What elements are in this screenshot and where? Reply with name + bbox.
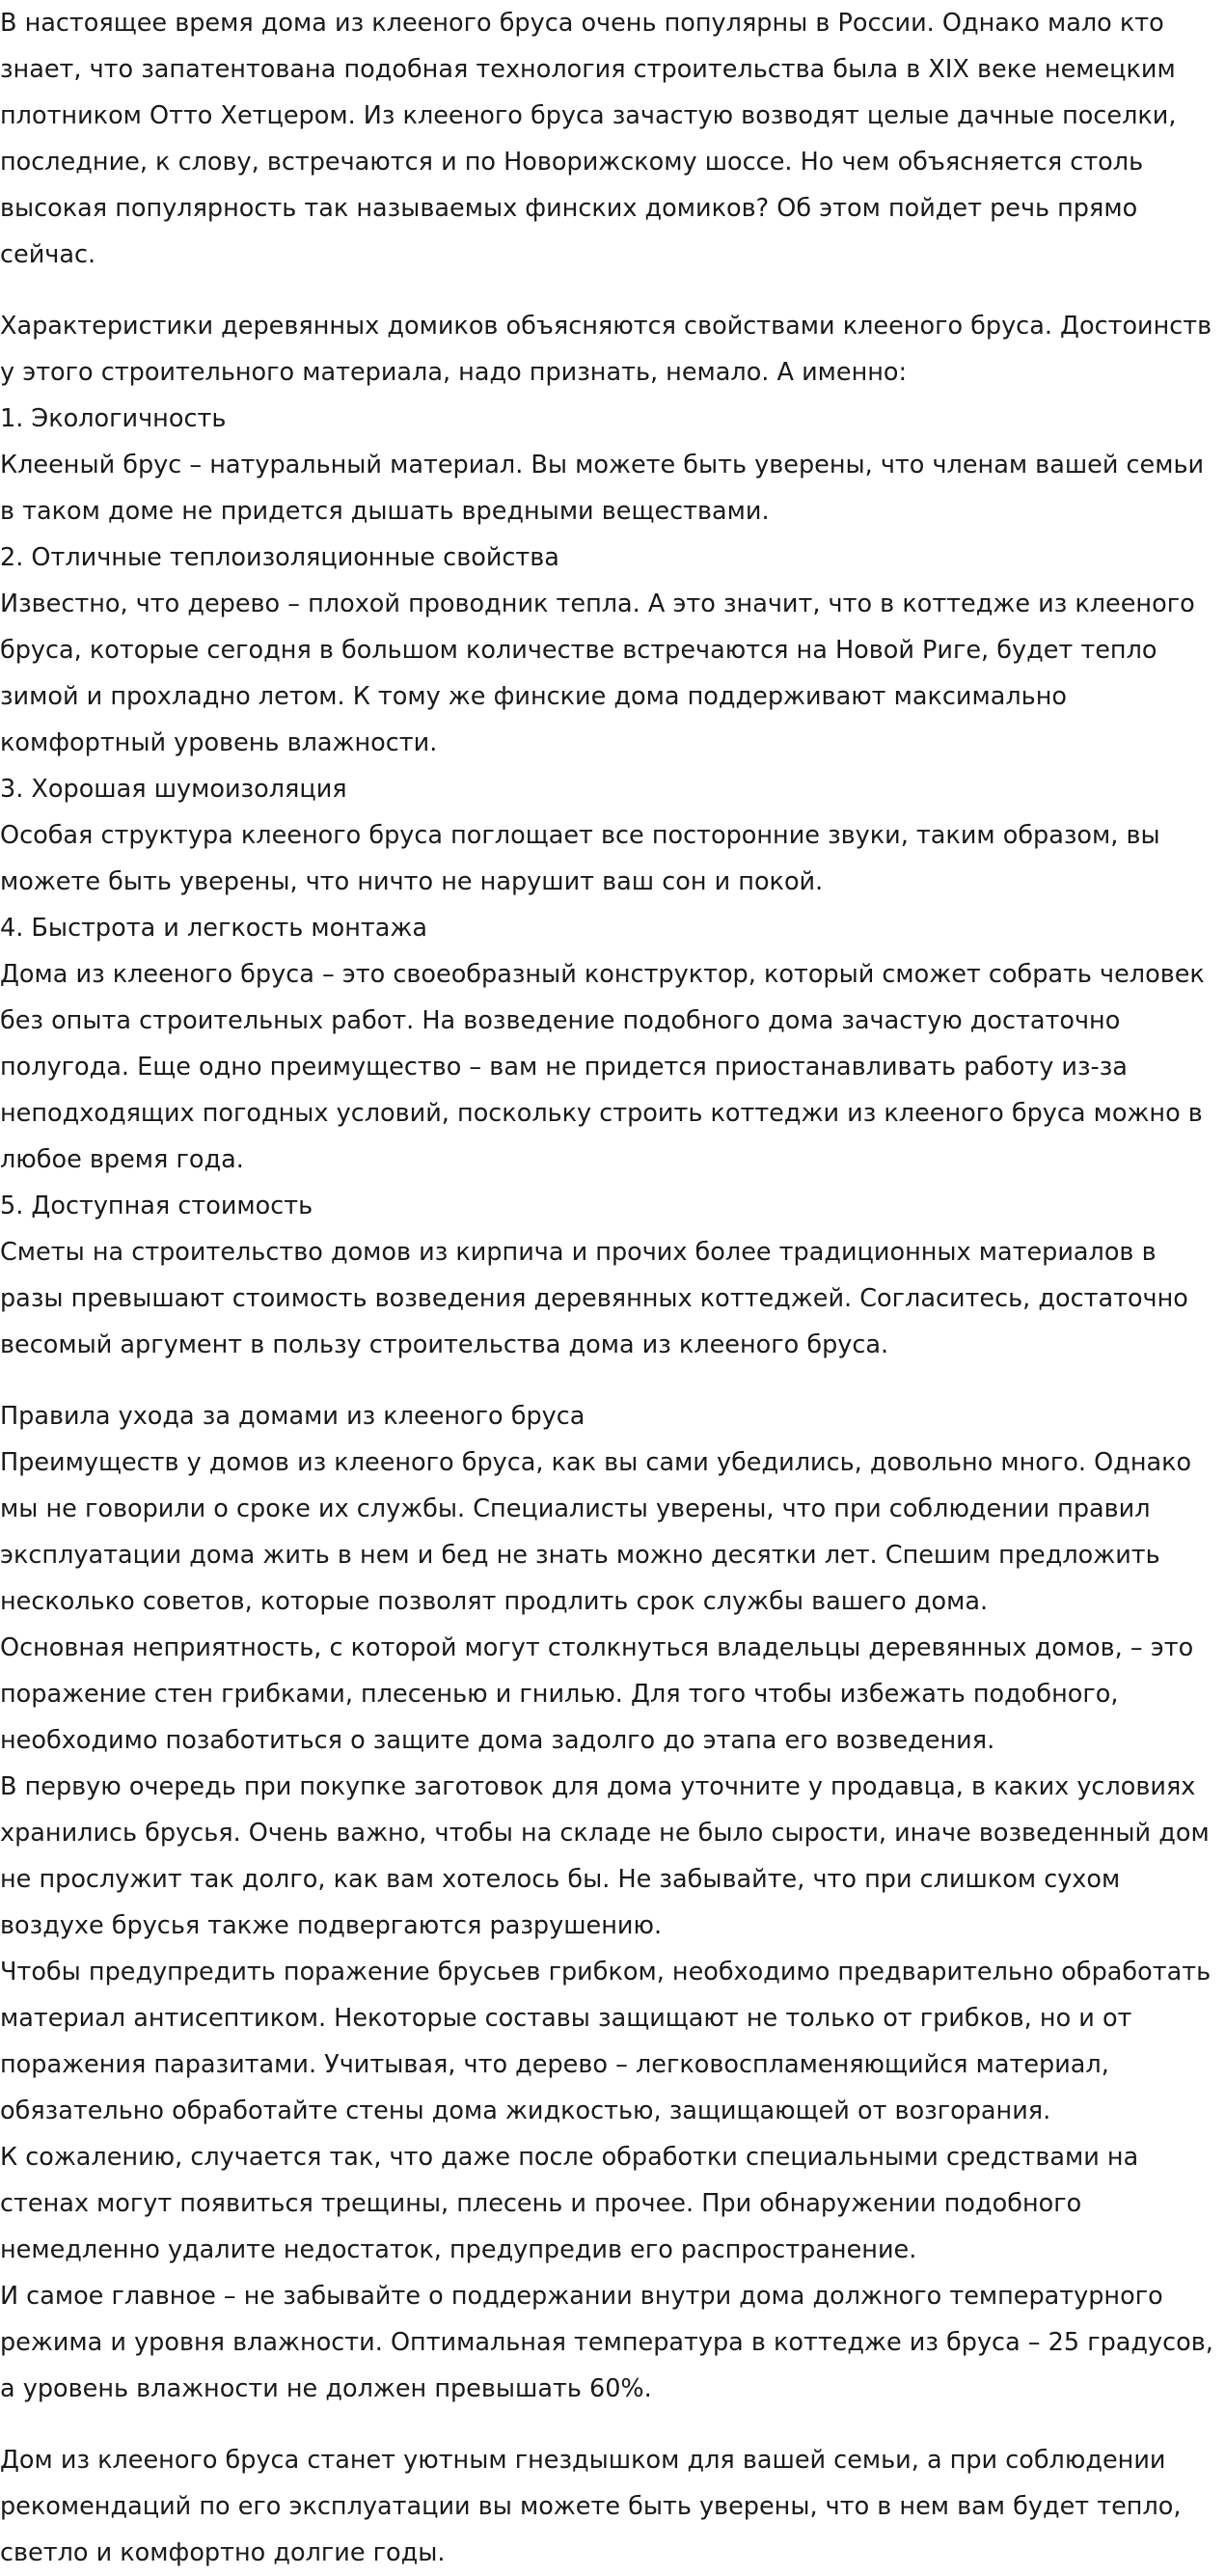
care-paragraph: Преимуществ у домов из клееного бруса, как вы сами убедились, довольно много. Однако мы не говорили о сроке их службы. Специалисты уверены, что при соблюдении правил эксплуатации дома жить в нем и бед не знать можно десятки лет. Спешим предложить несколько советов, которые позволят продлить срок службы вашего дома.	[0, 1448, 1192, 1616]
care-paragraph: И самое главное – не забывайте о поддержании внутри дома должного температурного режима и уровня влажности. Оптимальная температура в коттедже из бруса – 25 градусов, а уровень влажности не должен превышать 60%.	[0, 2282, 1213, 2403]
feature-heading: 5. Доступная стоимость	[0, 1192, 313, 1220]
feature-heading: 3. Хорошая шумоизоляция	[0, 775, 347, 804]
care-heading: Правила ухода за домами из клееного бруса	[0, 1402, 585, 1431]
feature-heading: 1. Экологичность	[0, 404, 227, 433]
care-paragraph: Чтобы предупредить поражение брусьев грибком, необходимо предварительно обработать материал антисептиком. Некоторые составы защищают не только от грибков, но и от поражения паразитами. Учитывая, что дерево – легковоспламеняющийся материал, обязательно обработайте стены дома жидкостью, защищающей от возгорания.	[0, 1958, 1211, 2125]
feature-text: Особая структура клееного бруса поглощает все посторонние звуки, таким образом, вы можете быть уверены, что ничто не нарушит ваш сон и покой.	[0, 821, 1160, 896]
care-paragraph: К сожалению, случается так, что даже после обработки специальными средствами на стенах могут появиться трещины, плесень и прочее. При обнаружении подобного немедленно удалите недостаток, предупредив его распространение.	[0, 2143, 1139, 2264]
feature-text: Сметы на строительство домов из кирпича и прочих более традиционных материалов в разы превышают стоимость возведения деревянных коттеджей. Согласитесь, достаточно весомый аргумент в пользу строительства дома из клееного бруса.	[0, 1238, 1188, 1359]
feature-text: Известно, что дерево – плохой проводник тепла. А это значит, что в коттедже из клееного бруса, которые сегодня в большом количестве встречаются на Новой Риге, будет тепло зимой и прохладно летом. К тому же финские дома поддерживают максимально комфортный уровень влажности.	[0, 589, 1195, 757]
features-intro: Характеристики деревянных домиков объясняются свойствами клееного бруса. Достоинств у этого строительного материала, надо признать, немало. А именно:	[0, 312, 1212, 387]
feature-text: Клееный брус – натуральный материал. Вы можете быть уверены, что членам вашей семьи в таком доме не придется дышать вредными веществами.	[0, 451, 1205, 526]
feature-heading: 4. Быстрота и легкость монтажа	[0, 914, 427, 943]
conclusion-paragraph: Дом из клееного бруса станет уютным гнездышком для вашей семьи, а при соблюдении рекомендаций по его эксплуатации вы можете быть уверены, что в нем вам будет тепло, светло и комфортно долгие годы.	[0, 2446, 1182, 2567]
care-section	[0, 1393, 1219, 2412]
care-paragraph: В первую очередь при покупке заготовок для дома уточните у продавца, в каких условиях хранились брусья. Очень важно, чтобы на складе не было сырости, иначе возведенный дом не прослужит так долго, как вам хотелось бы. Не забывайте, что при слишком сухом воздухе брусья также подвергаются разрушению.	[0, 1772, 1210, 1940]
care-paragraph: Основная неприятность, с которой могут столкнуться владельцы деревянных домов, – это поражение стен грибками, плесенью и гнилью. Для того чтобы избежать подобного, необходимо позаботиться о защите дома задолго до этапа его возведения.	[0, 1633, 1194, 1755]
intro-paragraph: В настоящее время дома из клееного бруса очень популярны в России. Однако мало кто знает, что запатентована подобная технология строительства была в XIX веке немецким плотником Отто Хетцером. Из клееного бруса зачастую возводят целые дачные поселки, последние, к слову, встречаются и по Новорижскому шоссе. Но чем объясняется столь высокая популярность так называемых финских домиков? Об этом пойдет речь прямо сейчас.	[0, 9, 1177, 269]
feature-text: Дома из клееного бруса – это своеобразный конструктор, который сможет собрать человек без опыта строительных работ. На возведение подобного дома зачастую достаточно полугода. Еще одно преимущество – вам не придется приостанавливать работу из-за неподходящих погодных условий, поскольку строить коттеджи из клееного бруса можно в любое время года.	[0, 960, 1205, 1174]
feature-heading: 2. Отличные теплоизоляционные свойства	[0, 543, 559, 572]
features-section	[0, 303, 1219, 1368]
